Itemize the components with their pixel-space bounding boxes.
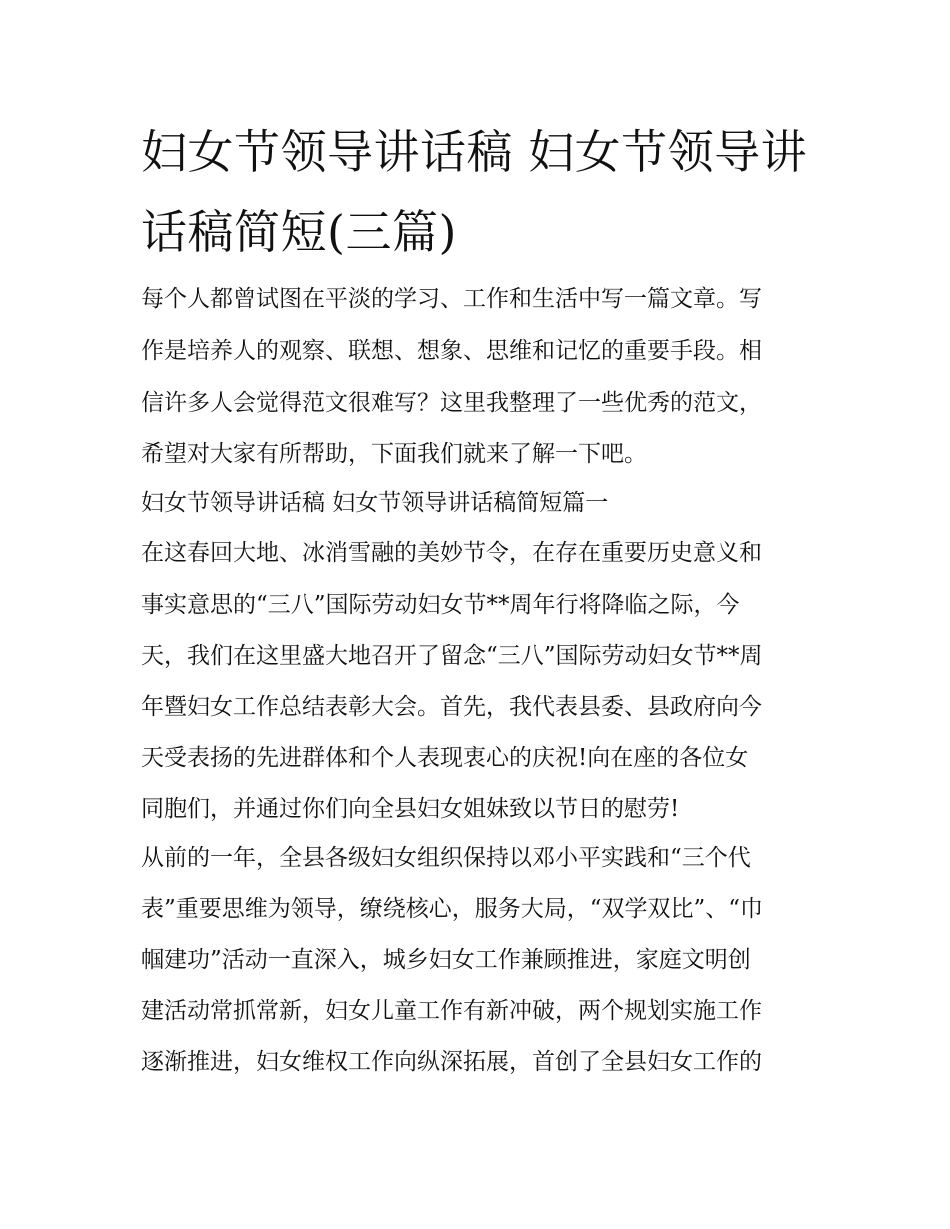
paragraph2-line-4: 建活动常抓常新，妇女儿童工作有新冲破，两个规划实施工作 [141, 998, 762, 1024]
paragraph1-line-3: 天，我们在这里盛大地召开了留念“三八”国际劳动妇女节**周 [141, 643, 763, 669]
intro-line-4: 希望对大家有所帮助，下面我们就来了解一下吧。 [141, 441, 647, 467]
paragraph2-line-5: 逐渐推进，妇女维权工作向纵深拓展，首创了全县妇女工作的 [141, 1049, 762, 1075]
document-title: 妇女节领导讲话稿 妇女节领导讲话稿简短(三篇) [141, 125, 808, 259]
paragraph1-line-6: 同胞们，并通过你们向全县妇女姐妹致以节日的慰劳! [141, 796, 680, 822]
intro-line-2: 作是培养人的观察、联想、想象、思维和记忆的重要手段。相 [141, 338, 762, 364]
paragraph1-line-1: 在这春回大地、冰消雪融的美妙节令，在存在重要历史意义和 [141, 540, 762, 566]
paragraph1-line-4: 年暨妇女工作总结表彰大会。首先，我代表县委、县政府向今 [141, 694, 762, 720]
paragraph2-line-2: 表”重要思维为领导，缭绕核心，服务大局，“双学双比”、“巾 [141, 896, 764, 922]
section-heading: 妇女节领导讲话稿 妇女节领导讲话稿简短篇一 [141, 490, 609, 516]
paragraph1-line-5: 天受表扬的先进群体和个人表现衷心的庆祝!向在座的各位女 [141, 745, 749, 771]
paragraph2-line-3: 帼建功”活动一直深入，城乡妇女工作兼顾推进，家庭文明创 [141, 947, 751, 973]
paragraph1-line-2: 事实意思的“三八”国际劳动妇女节**周年行将降临之际，今 [141, 592, 740, 618]
paragraph2-line-1: 从前的一年，全县各级妇女组织保持以邓小平实践和“三个代 [141, 845, 751, 871]
intro-line-3: 信许多人会觉得范文很难写？这里我整理了一些优秀的范文， [141, 390, 762, 416]
intro-line-1: 每个人都曾试图在平淡的学习、工作和生活中写一篇文章。写 [141, 286, 762, 312]
